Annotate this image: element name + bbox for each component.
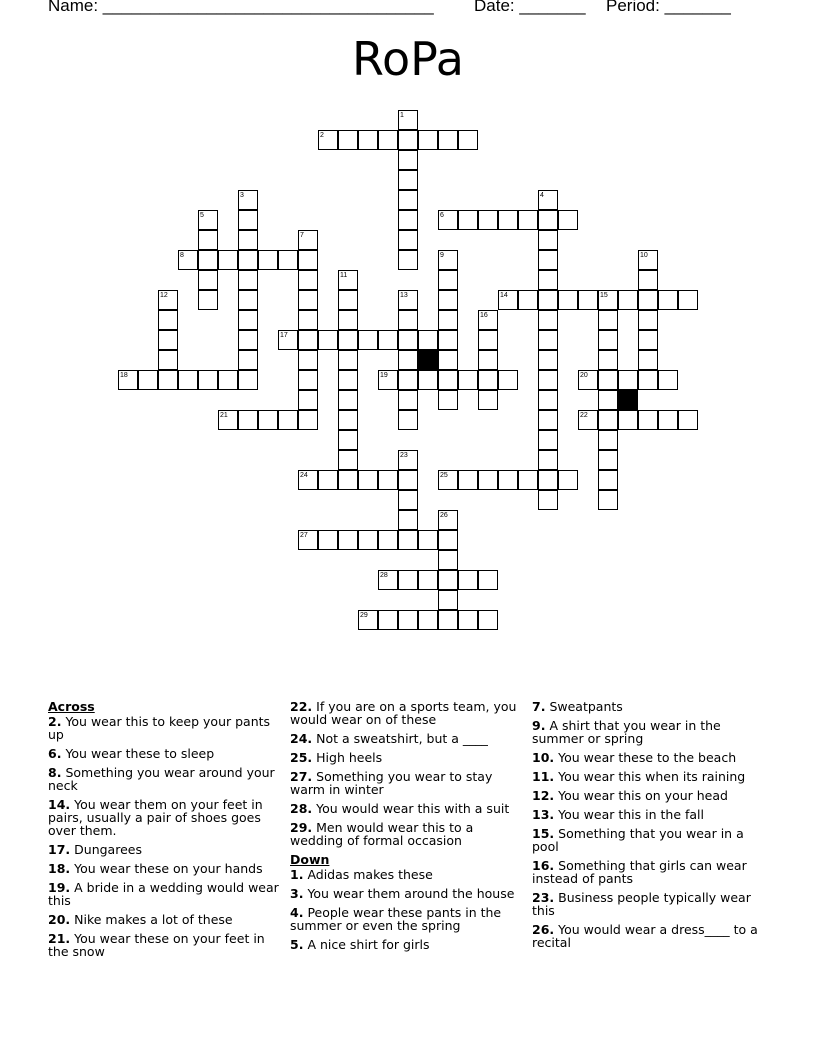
grid-cell[interactable] — [198, 290, 218, 310]
grid-cell[interactable] — [478, 390, 498, 410]
grid-cell[interactable] — [438, 530, 458, 550]
grid-cell[interactable] — [618, 410, 638, 430]
grid-cell[interactable] — [498, 210, 518, 230]
grid-cell[interactable] — [598, 310, 618, 330]
clue-column-3 — [532, 700, 764, 955]
clue-item: 7. Sweatpants — [532, 699, 623, 714]
clue-column-1 — [48, 700, 280, 964]
grid-number: 3 — [240, 192, 244, 199]
grid-cell[interactable] — [438, 370, 458, 390]
clue-item: 2. You wear this to keep your pants up — [48, 714, 271, 742]
grid-number: 16 — [480, 312, 488, 319]
grid-cell[interactable] — [398, 490, 418, 510]
grid-cell[interactable] — [198, 250, 218, 270]
grid-cell[interactable] — [338, 390, 358, 410]
grid-cell[interactable] — [398, 170, 418, 190]
grid-cell[interactable] — [598, 370, 618, 390]
grid-cell[interactable] — [238, 250, 258, 270]
grid-cell[interactable] — [518, 210, 538, 230]
grid-cell[interactable] — [158, 370, 178, 390]
grid-cell[interactable] — [438, 590, 458, 610]
grid-number: 22 — [580, 412, 588, 419]
clue-item: 3. You wear them around the house — [290, 886, 515, 901]
grid-cell[interactable] — [338, 350, 358, 370]
grid-cell[interactable] — [418, 570, 438, 590]
clue-item: 21. You wear these on your feet in the snow — [48, 931, 265, 959]
grid-cell[interactable] — [438, 270, 458, 290]
grid-cell[interactable] — [238, 350, 258, 370]
grid-cell[interactable] — [678, 290, 698, 310]
grid-cell[interactable] — [638, 310, 658, 330]
grid-cell[interactable] — [398, 250, 418, 270]
grid-cell[interactable] — [558, 210, 578, 230]
puzzle-title: RoPa — [352, 32, 464, 86]
grid-cell[interactable] — [278, 250, 298, 270]
grid-cell[interactable] — [418, 610, 438, 630]
clue-item: 29. Men would wear this to a wedding of formal occasion — [290, 820, 474, 848]
grid-cell[interactable] — [338, 290, 358, 310]
grid-cell[interactable] — [298, 330, 318, 350]
grid-cell[interactable] — [318, 330, 338, 350]
grid-cell[interactable] — [358, 130, 378, 150]
grid-cell[interactable] — [538, 370, 558, 390]
grid-cell[interactable] — [638, 290, 658, 310]
grid-number: 17 — [280, 332, 288, 339]
clue-item: 15. Something that you wear in a pool — [532, 826, 744, 854]
grid-cell[interactable] — [598, 330, 618, 350]
grid-cell[interactable] — [618, 370, 638, 390]
period-field[interactable]: Period: _______ — [606, 0, 731, 15]
clue-item: 18. You wear these on your hands — [48, 861, 263, 876]
grid-cell[interactable] — [538, 430, 558, 450]
clue-item: 12. You wear this on your head — [532, 788, 728, 803]
grid-number: 9 — [440, 252, 444, 259]
clue-item: 14. You wear them on your feet in pairs, usually a pair of shoes goes over them. — [48, 797, 263, 838]
grid-cell[interactable] — [538, 290, 558, 310]
grid-cell[interactable] — [338, 530, 358, 550]
grid-cell[interactable] — [538, 250, 558, 270]
grid-cell[interactable] — [538, 230, 558, 250]
clue-item: 27. Something you wear to stay warm in winter — [290, 769, 493, 797]
clue-item: 20. Nike makes a lot of these — [48, 912, 233, 927]
clue-item: 16. Something that girls can wear instead of pants — [532, 858, 747, 886]
grid-cell[interactable] — [458, 570, 478, 590]
grid-cell[interactable] — [378, 610, 398, 630]
grid-cell[interactable] — [638, 410, 658, 430]
grid-cell[interactable] — [438, 290, 458, 310]
grid-cell[interactable] — [338, 450, 358, 470]
grid-number: 1 — [400, 112, 404, 119]
black-square — [418, 350, 438, 370]
grid-cell[interactable] — [478, 330, 498, 350]
grid-number: 24 — [300, 472, 308, 479]
grid-cell[interactable] — [538, 450, 558, 470]
grid-cell[interactable] — [338, 130, 358, 150]
grid-cell[interactable] — [638, 350, 658, 370]
clue-item: 26. You would wear a dress____ to a recital — [532, 922, 758, 950]
grid-number: 13 — [400, 292, 408, 299]
grid-cell[interactable] — [638, 330, 658, 350]
grid-cell[interactable] — [618, 290, 638, 310]
name-field[interactable]: Name: ___________________________________ — [48, 0, 434, 15]
clue-item: 9. A shirt that you wear in the summer or spring — [532, 718, 721, 746]
grid-cell[interactable] — [158, 350, 178, 370]
grid-cell[interactable] — [458, 210, 478, 230]
clue-item: 13. You wear this in the fall — [532, 807, 704, 822]
grid-cell[interactable] — [678, 410, 698, 430]
grid-number: 6 — [440, 212, 444, 219]
grid-cell[interactable] — [658, 410, 678, 430]
clue-item: 1. Adidas makes these — [290, 867, 433, 882]
grid-cell[interactable] — [398, 150, 418, 170]
grid-cell[interactable] — [398, 210, 418, 230]
grid-cell[interactable] — [478, 210, 498, 230]
grid-cell[interactable] — [238, 230, 258, 250]
grid-cell[interactable] — [398, 470, 418, 490]
clue-item: 24. Not a sweatshirt, but a ____ — [290, 731, 488, 746]
grid-cell[interactable] — [518, 290, 538, 310]
grid-cell[interactable] — [438, 350, 458, 370]
grid-cell[interactable] — [538, 270, 558, 290]
across-heading: Across — [48, 699, 95, 714]
grid-cell[interactable] — [338, 430, 358, 450]
clue-item: 11. You wear this when its raining — [532, 769, 746, 784]
grid-cell[interactable] — [298, 290, 318, 310]
grid-cell[interactable] — [498, 370, 518, 390]
grid-cell[interactable] — [658, 290, 678, 310]
grid-number: 18 — [120, 372, 128, 379]
grid-cell[interactable] — [538, 410, 558, 430]
grid-number: 21 — [220, 412, 228, 419]
grid-cell[interactable] — [658, 370, 678, 390]
grid-cell[interactable] — [358, 470, 378, 490]
grid-cell[interactable] — [638, 370, 658, 390]
grid-cell[interactable] — [598, 350, 618, 370]
grid-cell[interactable] — [338, 330, 358, 350]
grid-cell[interactable] — [438, 330, 458, 350]
grid-cell[interactable] — [558, 290, 578, 310]
grid-cell[interactable] — [298, 410, 318, 430]
grid-number: 19 — [380, 372, 388, 379]
grid-cell[interactable] — [158, 310, 178, 330]
grid-cell[interactable] — [478, 350, 498, 370]
grid-cell[interactable] — [578, 290, 598, 310]
grid-number: 14 — [500, 292, 508, 299]
grid-cell[interactable] — [398, 190, 418, 210]
grid-cell[interactable] — [218, 370, 238, 390]
grid-cell[interactable] — [478, 610, 498, 630]
grid-cell[interactable] — [538, 490, 558, 510]
grid-cell[interactable] — [498, 470, 518, 490]
grid-number: 5 — [200, 212, 204, 219]
grid-cell[interactable] — [398, 390, 418, 410]
grid-cell[interactable] — [418, 130, 438, 150]
clue-item: 10. You wear these to the beach — [532, 750, 737, 765]
clue-item: 17. Dungarees — [48, 842, 142, 857]
grid-cell[interactable] — [238, 370, 258, 390]
grid-number: 23 — [400, 452, 408, 459]
grid-cell[interactable] — [598, 410, 618, 430]
grid-cell[interactable] — [438, 130, 458, 150]
grid-cell[interactable] — [238, 310, 258, 330]
grid-cell[interactable] — [298, 250, 318, 270]
black-square — [618, 390, 638, 410]
grid-cell[interactable] — [458, 130, 478, 150]
grid-cell[interactable] — [258, 410, 278, 430]
grid-cell[interactable] — [598, 450, 618, 470]
grid-number: 25 — [440, 472, 448, 479]
grid-number: 11 — [340, 272, 348, 279]
grid-cell[interactable] — [598, 470, 618, 490]
grid-cell[interactable] — [418, 370, 438, 390]
clue-item: 19. A bride in a wedding would wear this — [48, 880, 279, 908]
clue-item: 23. Business people typically wear this — [532, 890, 751, 918]
grid-cell[interactable] — [458, 370, 478, 390]
grid-cell[interactable] — [158, 330, 178, 350]
grid-cell[interactable] — [298, 350, 318, 370]
grid-cell[interactable] — [278, 410, 298, 430]
grid-number: 28 — [380, 572, 388, 579]
grid-cell[interactable] — [378, 470, 398, 490]
grid-cell[interactable] — [458, 610, 478, 630]
grid-cell[interactable] — [238, 270, 258, 290]
grid-cell[interactable] — [518, 470, 538, 490]
grid-cell[interactable] — [398, 130, 418, 150]
grid-cell[interactable] — [558, 470, 578, 490]
grid-number: 15 — [600, 292, 608, 299]
grid-number: 2 — [320, 132, 324, 139]
grid-cell[interactable] — [218, 250, 238, 270]
clue-item: 22. If you are on a sports team, you would wear on of these — [290, 699, 517, 727]
grid-cell[interactable] — [638, 270, 658, 290]
grid-cell[interactable] — [358, 330, 378, 350]
grid-cell[interactable] — [238, 290, 258, 310]
grid-cell[interactable] — [338, 470, 358, 490]
grid-cell[interactable] — [198, 270, 218, 290]
grid-cell[interactable] — [238, 330, 258, 350]
grid-number: 26 — [440, 512, 448, 519]
grid-cell[interactable] — [398, 370, 418, 390]
grid-cell[interactable] — [538, 310, 558, 330]
grid-cell[interactable] — [438, 550, 458, 570]
grid-cell[interactable] — [538, 210, 558, 230]
grid-cell[interactable] — [418, 330, 438, 350]
grid-cell[interactable] — [478, 470, 498, 490]
grid-cell[interactable] — [398, 230, 418, 250]
grid-cell[interactable] — [318, 530, 338, 550]
grid-cell[interactable] — [358, 530, 378, 550]
grid-cell[interactable] — [378, 530, 398, 550]
grid-cell[interactable] — [318, 470, 338, 490]
grid-cell[interactable] — [598, 390, 618, 410]
grid-number: 20 — [580, 372, 588, 379]
grid-cell[interactable] — [538, 470, 558, 490]
grid-cell[interactable] — [438, 390, 458, 410]
grid-cell[interactable] — [238, 410, 258, 430]
grid-cell[interactable] — [538, 330, 558, 350]
grid-number: 4 — [540, 192, 544, 199]
down-heading: Down — [290, 852, 330, 867]
grid-cell[interactable] — [298, 370, 318, 390]
grid-cell[interactable] — [198, 230, 218, 250]
grid-cell[interactable] — [338, 310, 358, 330]
date-field[interactable]: Date: _______ — [474, 0, 586, 15]
grid-cell[interactable] — [438, 610, 458, 630]
clue-item: 28. You would wear this with a suit — [290, 801, 510, 816]
grid-cell[interactable] — [298, 390, 318, 410]
grid-cell[interactable] — [478, 370, 498, 390]
grid-cell[interactable] — [398, 530, 418, 550]
grid-cell[interactable] — [298, 310, 318, 330]
clue-item: 6. You wear these to sleep — [48, 746, 215, 761]
clue-item: 8. Something you wear around your neck — [48, 765, 275, 793]
grid-cell[interactable] — [438, 310, 458, 330]
grid-cell[interactable] — [458, 470, 478, 490]
grid-cell[interactable] — [398, 510, 418, 530]
grid-cell[interactable] — [438, 570, 458, 590]
grid-cell[interactable] — [238, 210, 258, 230]
grid-cell[interactable] — [538, 390, 558, 410]
grid-number: 29 — [360, 612, 368, 619]
grid-cell[interactable] — [378, 330, 398, 350]
clue-item: 25. High heels — [290, 750, 383, 765]
grid-cell[interactable] — [338, 370, 358, 390]
grid-cell[interactable] — [538, 350, 558, 370]
grid-cell[interactable] — [298, 270, 318, 290]
grid-cell[interactable] — [378, 130, 398, 150]
grid-cell[interactable] — [598, 430, 618, 450]
grid-cell[interactable] — [398, 610, 418, 630]
grid-cell[interactable] — [478, 570, 498, 590]
grid-number: 27 — [300, 532, 308, 539]
grid-number: 10 — [640, 252, 648, 259]
grid-cell[interactable] — [338, 410, 358, 430]
clue-item: 5. A nice shirt for girls — [290, 937, 430, 952]
grid-cell[interactable] — [198, 370, 218, 390]
grid-number: 7 — [300, 232, 304, 239]
grid-cell[interactable] — [398, 410, 418, 430]
grid-cell[interactable] — [138, 370, 158, 390]
grid-cell[interactable] — [598, 490, 618, 510]
grid-number: 12 — [160, 292, 168, 299]
grid-number: 8 — [180, 252, 184, 259]
grid-cell[interactable] — [178, 370, 198, 390]
grid-cell[interactable] — [418, 530, 438, 550]
grid-cell[interactable] — [398, 310, 418, 330]
grid-cell[interactable] — [398, 330, 418, 350]
grid-cell[interactable] — [398, 570, 418, 590]
clue-item: 4. People wear these pants in the summer or even the spring — [290, 905, 502, 933]
grid-cell[interactable] — [258, 250, 278, 270]
grid-cell[interactable] — [398, 350, 418, 370]
clue-column-2 — [290, 700, 522, 957]
